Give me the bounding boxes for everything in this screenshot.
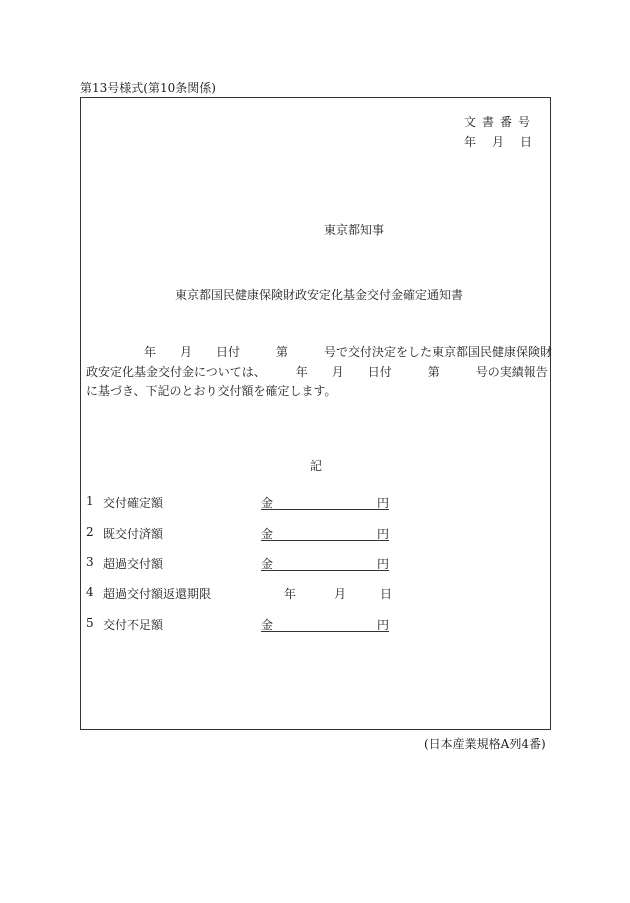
- item-number: 5: [86, 616, 94, 630]
- item-number: 4: [86, 585, 94, 599]
- item-label: 超過交付額返還期限: [103, 587, 212, 601]
- date-year: 年: [464, 135, 477, 149]
- deadline-day: 日: [380, 587, 393, 601]
- item-number: 3: [86, 555, 94, 569]
- deadline-year: 年: [284, 587, 297, 601]
- item-refund-deadline: [86, 585, 406, 601]
- en-label: 円: [376, 527, 389, 541]
- item-label: 交付不足額: [103, 618, 164, 632]
- document-number-label: 文書番号: [464, 115, 537, 129]
- form-number: 第13号様式(第10条関係): [80, 81, 216, 95]
- amount-field: [261, 494, 389, 510]
- item-label: 超過交付額: [103, 557, 164, 571]
- item-number: 1: [86, 494, 94, 508]
- deadline-month: 月: [334, 587, 347, 601]
- kin-label: 金: [261, 527, 274, 541]
- kin-label: 金: [261, 618, 274, 632]
- amount-field: [261, 525, 389, 541]
- amount-field: [261, 555, 389, 571]
- document-title: 東京都国民健康保険財政安定化基金交付金確定通知書: [175, 288, 464, 302]
- body-paragraph: 年 月 日付 第 号で交付決定をした東京都国民健康保険財政安定化基金交付金については、 年 月 日付 第 号の実績報告に基づき、下記のとおり交付額を確定します。: [86, 345, 553, 399]
- kin-label: 金: [261, 557, 274, 571]
- document-frame: [80, 97, 551, 730]
- item-excess-amount: [86, 555, 406, 571]
- item-label: 交付確定額: [103, 496, 164, 510]
- issuer: 東京都知事: [324, 223, 385, 237]
- ki-heading: 記: [310, 459, 323, 473]
- item-number: 2: [86, 525, 94, 539]
- item-confirmed-amount: [86, 494, 406, 510]
- kin-label: 金: [261, 496, 274, 510]
- item-label: 既交付済額: [103, 527, 164, 541]
- en-label: 円: [376, 496, 389, 510]
- paper-size-note: (日本産業規格A列4番): [424, 737, 546, 751]
- date-month: 月: [492, 135, 505, 149]
- en-label: 円: [376, 618, 389, 632]
- issue-date: [464, 133, 532, 150]
- item-already-paid: [86, 525, 406, 541]
- date-day: 日: [520, 135, 533, 149]
- en-label: 円: [376, 557, 389, 571]
- amount-field: [261, 616, 389, 632]
- item-shortfall-amount: [86, 616, 406, 632]
